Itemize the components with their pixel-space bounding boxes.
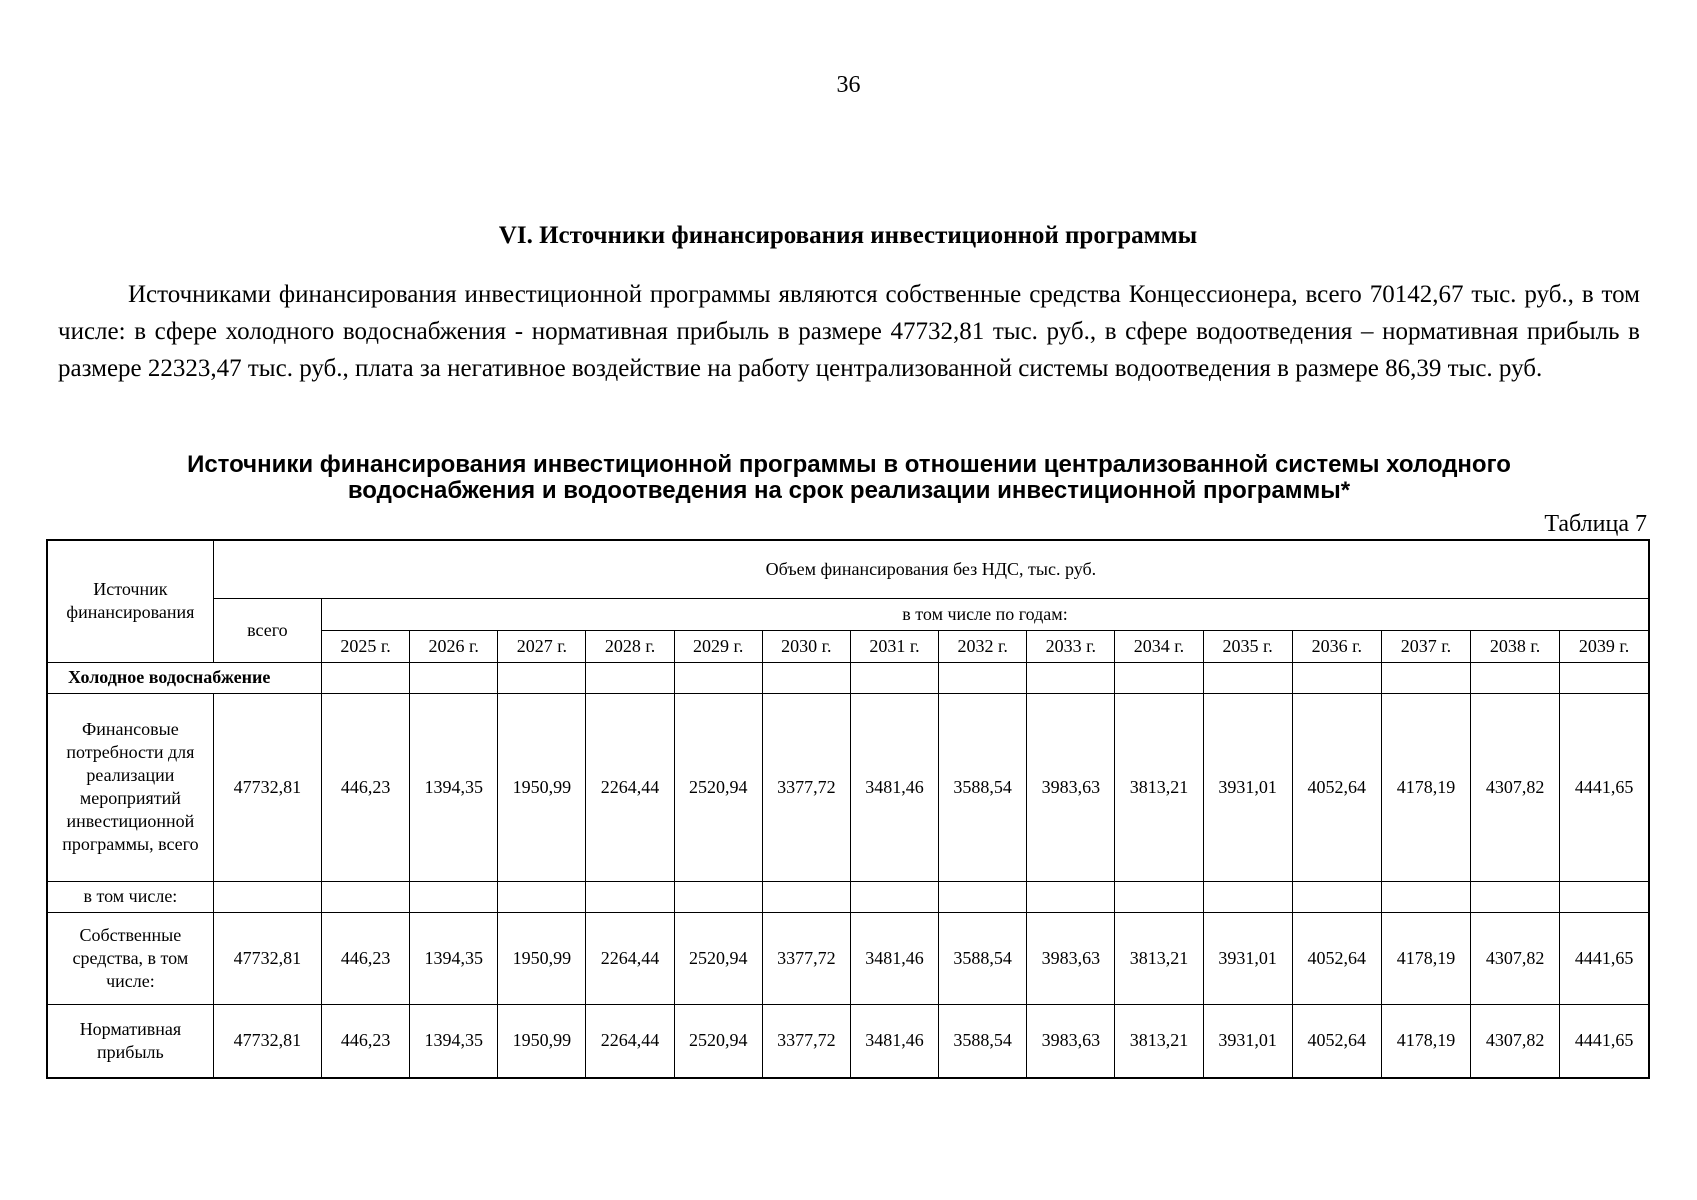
year-header: 2034 г. [1115,630,1203,662]
value-cell: 1394,35 [410,1004,498,1078]
row-total: 47732,81 [213,693,321,881]
value-cell [1027,881,1115,912]
table-row [47,881,1649,912]
value-cell: 4178,19 [1381,912,1470,1004]
empty-cell [321,662,409,693]
value-cell: 2520,94 [674,1004,762,1078]
value-cell [762,881,850,912]
value-cell: 4052,64 [1292,1004,1381,1078]
value-cell: 3931,01 [1203,912,1292,1004]
row-total [213,881,321,912]
table-title-line-2: водоснабжения и водоотведения на срок реализации инвестиционной программы* [347,477,1351,504]
value-cell: 1394,35 [410,912,498,1004]
year-header: 2033 г. [1027,630,1115,662]
table-row [47,693,1649,881]
value-cell [674,881,762,912]
row-total: 47732,81 [213,1004,321,1078]
value-cell: 1394,35 [410,693,498,881]
value-cell [498,881,586,912]
year-header: 2030 г. [762,630,850,662]
empty-cell [1203,662,1292,693]
header-source: Источник финансирования [47,540,213,662]
header-by-years: в том числе по годам: [321,598,1649,630]
body-paragraph: Источниками финансирования инвестиционной программы являются собственные средства Концессионера, всего 70142,67 тыс. руб., в том числе: в сфере холодного водоснабжения - нормативная прибыль в размере 47732,81 тыс. руб., в сфере водоотведения – нормативная прибыль в размере 22323,47 тыс. руб., плата за негативное воздействие на работу централизованной системы водоотведения в размере 86,39 тыс. руб. [58,281,1640,382]
value-cell: 4441,65 [1560,912,1649,1004]
value-cell: 2264,44 [586,1004,674,1078]
value-cell [586,881,674,912]
value-cell: 3813,21 [1115,912,1203,1004]
value-cell: 3588,54 [939,693,1027,881]
row-label: Нормативная прибыль [47,1004,213,1078]
section-label: Холодное водоснабжение [47,662,321,693]
value-cell [410,881,498,912]
year-header: 2025 г. [321,630,409,662]
value-cell: 3931,01 [1203,1004,1292,1078]
year-header: 2038 г. [1471,630,1560,662]
year-header: 2035 г. [1203,630,1292,662]
value-cell: 4052,64 [1292,693,1381,881]
value-cell: 2264,44 [586,693,674,881]
header-volume: Объем финансирования без НДС, тыс. руб. [213,540,1649,598]
value-cell: 2520,94 [674,912,762,1004]
value-cell: 3481,46 [850,693,938,881]
value-cell: 3481,46 [850,1004,938,1078]
value-cell: 4307,82 [1471,912,1560,1004]
header-total: всего [213,598,321,662]
value-cell [939,881,1027,912]
value-cell: 3983,63 [1027,693,1115,881]
empty-cell [674,662,762,693]
value-cell: 3588,54 [939,1004,1027,1078]
value-cell: 3983,63 [1027,912,1115,1004]
section-title: VI. Источники финансирования инвестиционной программы [498,222,1198,249]
year-header: 2032 г. [939,630,1027,662]
value-cell [1292,881,1381,912]
year-header: 2039 г. [1560,630,1649,662]
year-header: 2027 г. [498,630,586,662]
year-header: 2026 г. [410,630,498,662]
value-cell: 1950,99 [498,693,586,881]
value-cell: 3588,54 [939,912,1027,1004]
table-caption: Таблица 7 [1544,511,1647,537]
year-header: 2036 г. [1292,630,1381,662]
value-cell [1115,881,1203,912]
table-row [47,1004,1649,1078]
value-cell: 446,23 [321,693,409,881]
value-cell: 446,23 [321,912,409,1004]
financing-table [46,539,1650,1079]
page-number: 36 [836,72,861,98]
empty-cell [1381,662,1470,693]
value-cell: 3377,72 [762,693,850,881]
year-header: 2037 г. [1381,630,1470,662]
year-header: 2029 г. [674,630,762,662]
empty-cell [1292,662,1381,693]
row-label: в том числе: [47,881,213,912]
value-cell [1560,881,1649,912]
value-cell: 4307,82 [1471,1004,1560,1078]
value-cell: 3983,63 [1027,1004,1115,1078]
table-row [47,912,1649,1004]
empty-cell [762,662,850,693]
value-cell: 3377,72 [762,1004,850,1078]
value-cell [1471,881,1560,912]
value-cell: 3813,21 [1115,1004,1203,1078]
value-cell: 3481,46 [850,912,938,1004]
row-label: Финансовые потребности для реализации мероприятий инвестиционной программы, всего [47,693,213,881]
value-cell: 4307,82 [1471,693,1560,881]
empty-cell [939,662,1027,693]
value-cell: 4441,65 [1560,693,1649,881]
empty-cell [410,662,498,693]
value-cell: 446,23 [321,1004,409,1078]
empty-cell [1560,662,1649,693]
value-cell: 4178,19 [1381,693,1470,881]
empty-cell [1115,662,1203,693]
value-cell: 2264,44 [586,912,674,1004]
value-cell: 1950,99 [498,912,586,1004]
empty-cell [1027,662,1115,693]
section-row [47,662,1649,693]
value-cell: 4052,64 [1292,912,1381,1004]
value-cell: 4178,19 [1381,1004,1470,1078]
row-label: Собственные средства, в том числе: [47,912,213,1004]
value-cell: 4441,65 [1560,1004,1649,1078]
value-cell: 2520,94 [674,693,762,881]
row-total: 47732,81 [213,912,321,1004]
value-cell: 1950,99 [498,1004,586,1078]
year-header: 2028 г. [586,630,674,662]
year-header: 2031 г. [850,630,938,662]
empty-cell [586,662,674,693]
empty-cell [850,662,938,693]
empty-cell [1471,662,1560,693]
value-cell [850,881,938,912]
empty-cell [498,662,586,693]
table-title [58,452,1640,504]
value-cell [321,881,409,912]
value-cell [1381,881,1470,912]
value-cell: 3813,21 [1115,693,1203,881]
value-cell: 3377,72 [762,912,850,1004]
value-cell [1203,881,1292,912]
value-cell: 3931,01 [1203,693,1292,881]
table-title-line-1: Источники финансирования инвестиционной программы в отношении централизованной системы холодного [187,451,1511,478]
